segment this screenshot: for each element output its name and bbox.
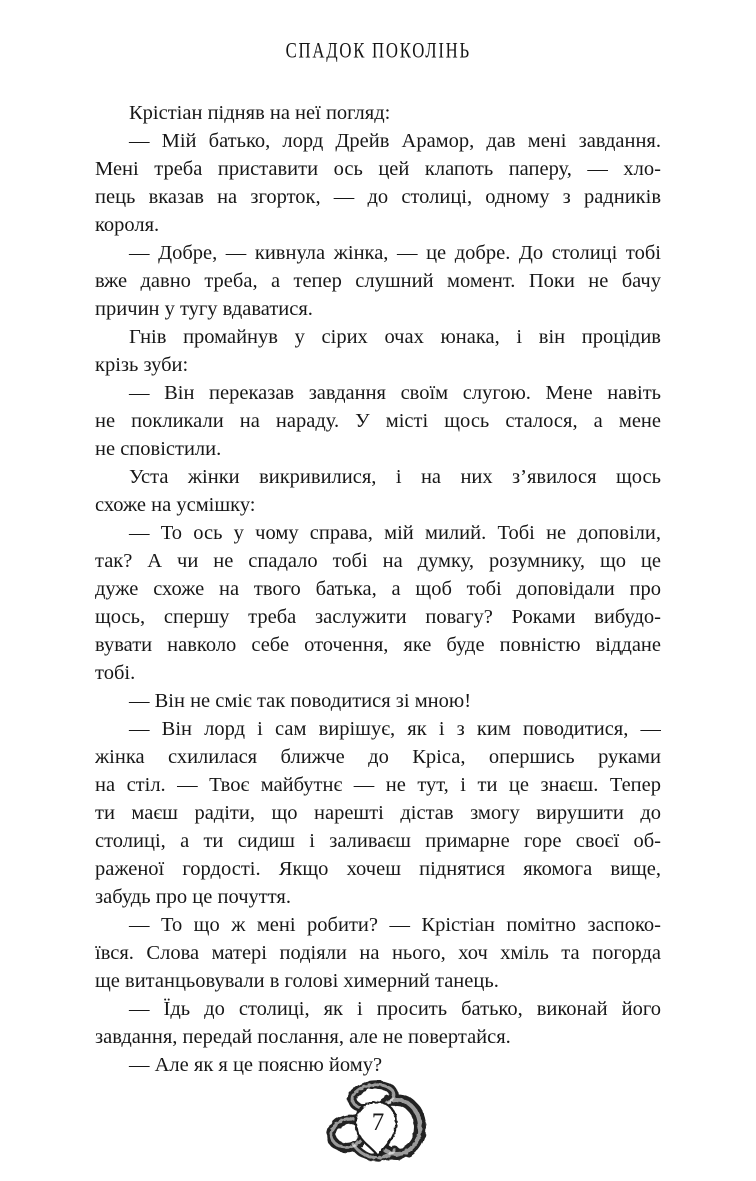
- text-line: — Він не сміє так поводитися зі мною!: [129, 690, 472, 712]
- paragraph: [95, 99, 661, 127]
- paragraph: [95, 911, 661, 995]
- text-line: столиці, а ти сидиш і заливаєш примарне горе своєї об-: [95, 830, 661, 852]
- text-line: Мені треба приставити ось цей клапоть паперу, — хло-: [95, 158, 661, 180]
- text-line: на стіл. — Твоє майбутнє — не тут, і ти це знаєш. Тепер: [95, 774, 661, 796]
- paragraph: [95, 239, 661, 323]
- snake-doodle-icon: [323, 1080, 433, 1175]
- text-line: Крістіан підняв на неї погляд:: [129, 102, 391, 124]
- text-line: — Він переказав завдання своїм слугою. Мене навіть: [129, 382, 661, 404]
- paragraph: [95, 127, 661, 239]
- text-line: схоже на усмішку:: [95, 494, 256, 516]
- paragraph: [95, 379, 661, 463]
- text-line: вже давно треба, а тепер слушний момент. Поки не бачу: [95, 270, 661, 292]
- text-line: не сповістили.: [95, 438, 222, 460]
- text-line: короля.: [95, 214, 160, 236]
- paragraph: [95, 323, 661, 379]
- text-line: вувати навколо себе оточення, яке буде повністю віддане: [95, 634, 661, 656]
- text-line: — Але як я це поясню йому?: [129, 1054, 383, 1076]
- running-header: [0, 41, 756, 63]
- text-line: так? А чи не спадало тобі на думку, розумнику, що це: [95, 550, 661, 572]
- text-line: — Добре, — кивнула жінка, — це добре. До столиці тобі: [129, 242, 661, 264]
- text-line: крізь зуби:: [95, 354, 189, 376]
- page-number-ornament: [323, 1080, 433, 1175]
- text-line: — Він лорд і сам вирішує, як і з ким поводитися, —: [129, 718, 661, 740]
- text-line: — То ось у чому справа, мій милий. Тобі не доповіли,: [129, 522, 661, 544]
- paragraph: [95, 715, 661, 911]
- text-line: — Їдь до столиці, як і просить батько, виконай його: [129, 998, 661, 1020]
- page-footer: [0, 1080, 756, 1181]
- text-line: пець вказав на згорток, — до столиці, одному з радників: [95, 186, 661, 208]
- text-line: ти маєш радіти, що нарешті дістав змогу вирушити до: [95, 802, 661, 824]
- text-column: [95, 99, 661, 1079]
- book-title: СПАДОК ПОКОЛІНЬ: [285, 39, 471, 64]
- text-line: не покликали на нараду. У місті щось сталося, а мене: [95, 410, 661, 432]
- paragraph: [95, 687, 661, 715]
- text-line: ївся. Слова матері подіяли на нього, хоч хміль та погорда: [95, 942, 661, 964]
- text-line: Гнів промайнув у сірих очах юнака, і він процідив: [129, 326, 661, 348]
- text-line: причин у тугу вдаватися.: [95, 298, 313, 320]
- page-number: 7: [371, 1109, 385, 1136]
- text-line: забудь про це почуття.: [95, 886, 291, 908]
- text-line: ще витанцьовували в голові химерний танець.: [95, 970, 499, 992]
- text-line: завдання, передай послання, але не повертайся.: [95, 1026, 511, 1048]
- text-line: жінка схилилася ближче до Кріса, опершись руками: [95, 746, 661, 768]
- text-line: дуже схоже на твого батька, а щоб тобі доповідали про: [95, 578, 661, 600]
- paragraph: [95, 463, 661, 519]
- text-line: тобі.: [95, 662, 136, 684]
- paragraph: [95, 995, 661, 1051]
- text-line: щось, спершу треба заслужити повагу? Роками вибудо-: [95, 606, 661, 628]
- text-line: Уста жінки викривилися, і на них з’явилося щось: [129, 466, 661, 488]
- text-line: — Мій батько, лорд Дрейв Арамор, дав мені завдання.: [129, 130, 661, 152]
- text-line: — То що ж мені робити? — Крістіан помітно заспоко-: [129, 914, 661, 936]
- paragraph: [95, 1051, 661, 1079]
- text-line: раженої гордості. Якщо хочеш піднятися якомога вище,: [95, 858, 661, 880]
- paragraph: [95, 519, 661, 687]
